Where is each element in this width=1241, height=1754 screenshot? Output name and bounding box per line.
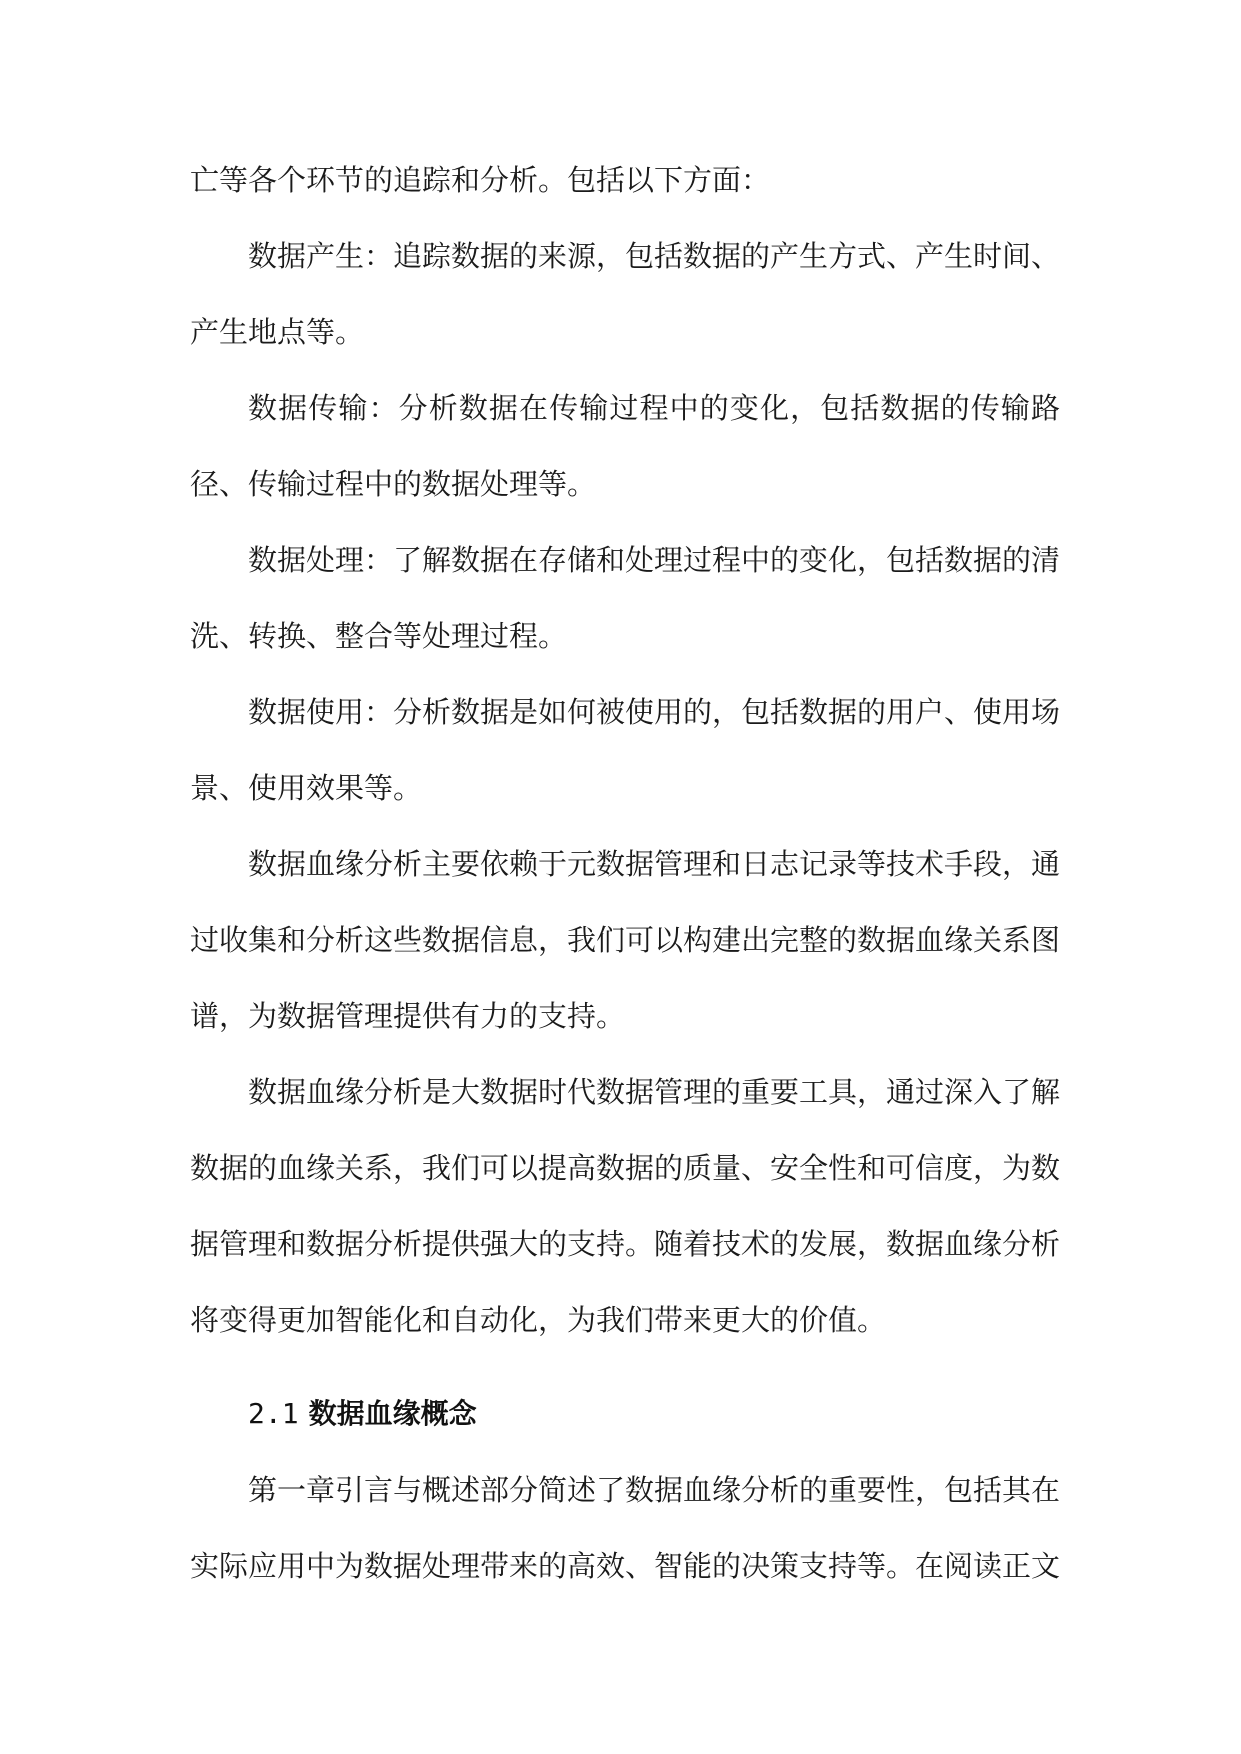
paragraph-lineage-techniques: 数据血缘分析主要依赖于元数据管理和日志记录等技术手段，通过收集和分析这些数据信息，我们可以构建出完整的数据血缘关系图谱，为数据管理提供有力的支持。 xyxy=(190,847,1061,1033)
section-heading xyxy=(190,1376,1060,1452)
paragraph-section-intro: 第一章引言与概述部分简述了数据血缘分析的重要性，包括其在实际应用中为数据处理带来的高效、智能的决策支持等。在阅读正文 xyxy=(190,1473,1061,1583)
paragraph-lineage-summary: 数据血缘分析是大数据时代数据管理的重要工具，通过深入了解数据的血缘关系，我们可以提高数据的质量、安全性和可信度，为数据管理和数据分析提供强大的支持。随着技术的发展，数据血缘分析将变得更加智能化和自动化，为我们带来更大的价值。 xyxy=(190,1075,1061,1337)
paragraph-data-generation: 数据产生：追踪数据的来源，包括数据的产生方式、产生时间、产生地点等。 xyxy=(190,239,1061,349)
section-number: 2.1 xyxy=(248,1397,299,1430)
section-title: 数据血缘概念 xyxy=(308,1397,477,1430)
paragraph-data-usage: 数据使用：分析数据是如何被使用的，包括数据的用户、使用场景、使用效果等。 xyxy=(190,695,1061,805)
paragraph-data-transmission: 数据传输：分析数据在传输过程中的变化，包括数据的传输路径、传输过程中的数据处理等。 xyxy=(190,391,1060,501)
paragraph-continuation: 亡等各个环节的追踪和分析。包括以下方面： xyxy=(190,163,771,197)
document-body xyxy=(190,142,1060,1604)
paragraph-data-processing: 数据处理：了解数据在存储和处理过程中的变化，包括数据的清洗、转换、整合等处理过程。 xyxy=(190,543,1061,653)
